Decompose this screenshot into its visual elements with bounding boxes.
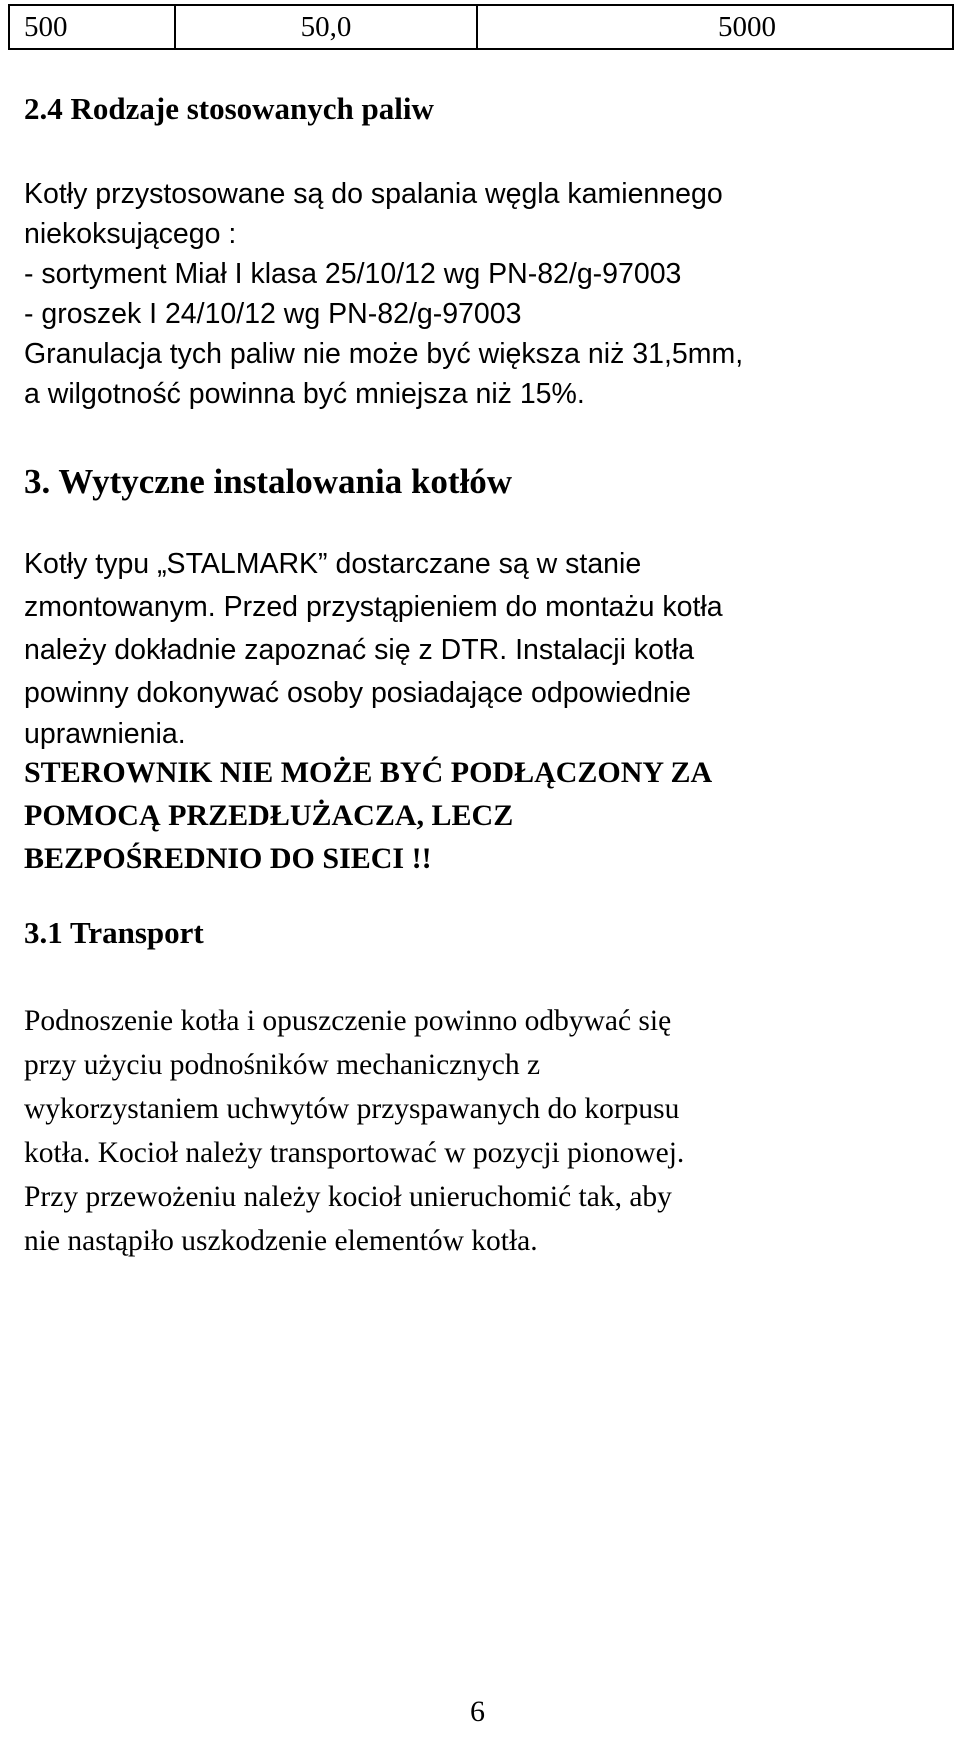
text-line: nie nastąpiło uszkodzenie elementów kotła. — [24, 1225, 538, 1257]
paragraph — [24, 174, 944, 414]
data-table-row — [8, 4, 954, 50]
text-line: powinny dokonywać osoby posiadające odpowiednie — [24, 677, 692, 709]
paragraph — [24, 543, 944, 753]
table-cell: 5000 — [477, 5, 953, 49]
text-line: należy dokładnie zapoznać się z DTR. Instalacji kotła — [24, 634, 695, 666]
warning-block — [24, 751, 944, 880]
section-2-4 — [24, 89, 944, 129]
table-row — [9, 5, 953, 49]
text-line: przy użyciu podnośników mechanicznych z — [24, 1049, 541, 1081]
section-heading: 3.1 Transport — [24, 915, 204, 950]
page-number: 6 — [470, 1695, 485, 1728]
warning-text — [24, 751, 944, 880]
paragraph — [24, 999, 944, 1263]
text-line: BEZPOŚREDNIO DO SIECI !! — [24, 842, 432, 875]
text-line: niekoksującego : — [24, 218, 237, 250]
text-line: kotła. Kocioł należy transportować w pozycji pionowej. — [24, 1137, 685, 1169]
table-cell: 500 — [9, 5, 175, 49]
text-line: - sortyment Miał I klasa 25/10/12 wg PN-82/g-97003 — [24, 258, 682, 290]
section-2-4-body — [24, 174, 944, 414]
text-line: STEROWNIK NIE MOŻE BYĆ PODŁĄCZONY ZA — [24, 756, 713, 789]
text-line: - groszek I 24/10/12 wg PN-82/g-97003 — [24, 298, 522, 330]
text-line: Kotły typu „STALMARK” dostarczane są w stanie — [24, 548, 642, 580]
text-line: uprawnienia. — [24, 718, 186, 750]
table-cell: 50,0 — [175, 5, 477, 49]
text-line: wykorzystaniem uchwytów przyspawanych do korpusu — [24, 1093, 680, 1125]
text-line: Granulacja tych paliw nie może być większa niż 31,5mm, — [24, 338, 744, 370]
text-line: Kotły przystosowane są do spalania węgla kamiennego — [24, 178, 723, 210]
text-line: POMOCĄ PRZEDŁUŻACZA, LECZ — [24, 799, 514, 832]
section-3-1 — [24, 913, 944, 953]
section-3-body — [24, 543, 944, 753]
section-3-1-body — [24, 999, 944, 1263]
text-line: Przy przewożeniu należy kocioł unieruchomić tak, aby — [24, 1181, 672, 1213]
text-line: a wilgotność powinna być mniejsza niż 15%. — [24, 378, 585, 410]
text-line: Podnoszenie kotła i opuszczenie powinno odbywać się — [24, 1005, 672, 1037]
section-heading: 2.4 Rodzaje stosowanych paliw — [24, 91, 434, 126]
section-3 — [24, 460, 944, 504]
text-line: zmontowanym. Przed przystąpieniem do montażu kotła — [24, 591, 723, 623]
section-heading: 3. Wytyczne instalowania kotłów — [24, 462, 513, 501]
